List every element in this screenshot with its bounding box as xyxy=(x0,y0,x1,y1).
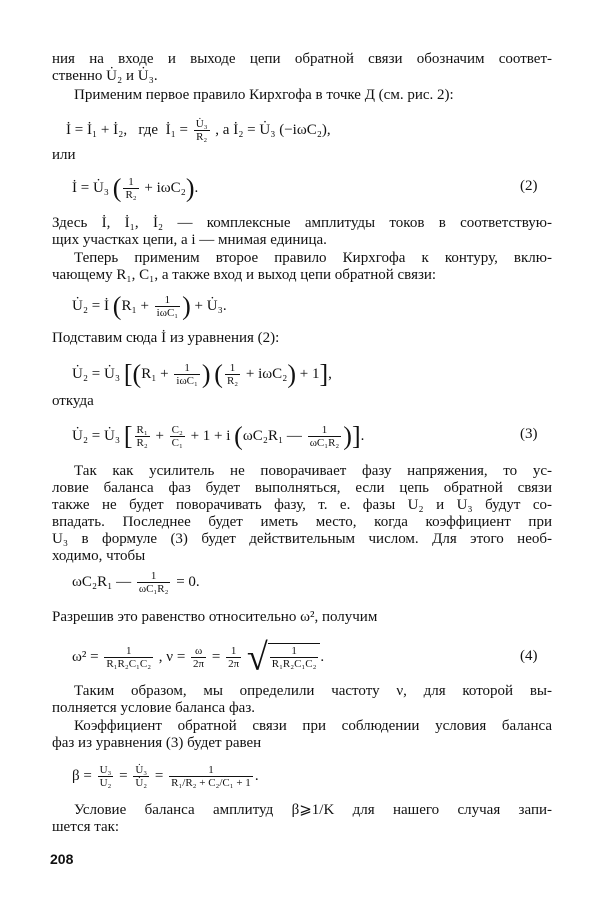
eq-part: где xyxy=(138,121,159,138)
denominator: 2π xyxy=(193,658,205,670)
eq-part: = xyxy=(211,648,221,665)
denominator: R₂ xyxy=(136,437,148,449)
eq-part: + 1 xyxy=(299,365,320,382)
eq-part: = xyxy=(154,767,164,784)
numerator: 1 xyxy=(155,294,180,307)
eq-part: U̇₂ = İ xyxy=(72,297,110,314)
denominator: iωC₁ xyxy=(156,307,179,319)
numerator: U₃ xyxy=(99,764,112,776)
text-line: Условие баланса амплитуд β⩾1/K для нашего случая запи- xyxy=(74,802,552,818)
sqrt-sign: √ xyxy=(246,636,268,679)
eq-part: ωC₂R₁ — xyxy=(242,427,302,444)
text-line: Так как усилитель не поворачивает фазу напряжения, то ус- xyxy=(74,463,552,479)
text-line: впадать. Последнее будет иметь место, когда коэффициент при xyxy=(52,514,552,530)
fraction xyxy=(226,645,241,670)
numerator: 1 xyxy=(169,764,253,777)
numerator: 1 xyxy=(308,424,342,437)
eq-part: ω² = xyxy=(72,648,99,665)
eq-part: = 0. xyxy=(176,573,200,590)
numerator: U̇₃ xyxy=(195,118,208,130)
text-line: полняется условие баланса фаз. xyxy=(52,700,255,716)
denominator: 2π xyxy=(228,658,240,670)
fraction xyxy=(135,424,150,449)
text-line: Подставим сюда İ из уравнения (2): xyxy=(52,330,280,346)
equation-6 xyxy=(72,570,200,595)
eq-part: . xyxy=(254,767,259,784)
equation-3: U̇₂ = İ (R₁ + $\frac{1}{\text{iωC₁}}$ ) + U̇₃. xyxy=(72,291,227,321)
eq-part: R₁ + xyxy=(141,365,169,382)
text-line: ходимо, чтобы xyxy=(52,548,146,564)
numerator: 1 xyxy=(104,645,153,658)
fraction xyxy=(123,176,138,201)
fraction xyxy=(137,570,171,595)
denominator: R₁R₂C₁C₂ xyxy=(271,658,317,670)
eq-part: + xyxy=(155,427,164,444)
fraction xyxy=(104,645,153,670)
numerator: R₁ xyxy=(136,424,148,436)
equation-2: İ = U̇₃ ( $\frac{1}{\text{R₂}}$ + iωC₂). xyxy=(72,173,199,203)
fraction xyxy=(225,362,240,387)
text-line: чающему R₁, C₁, а также вход и выход цепи обратной связи: xyxy=(52,267,437,283)
eq-part: = xyxy=(119,767,128,784)
equation-7 xyxy=(72,636,325,679)
eq-part: U̇₂ = U̇₃ xyxy=(72,427,121,444)
fraction xyxy=(174,362,199,387)
page-number: 208 xyxy=(50,851,74,867)
fraction xyxy=(155,294,180,319)
text-line: щих участках цепи, а i — мнимая единица. xyxy=(52,232,327,248)
eq-part: + U̇₃. xyxy=(194,297,227,314)
eq-part: U̇₂ = U̇₃ xyxy=(72,365,121,382)
text-line: ловие баланса фаз будет выполняться, если цепь обратной связи xyxy=(52,480,552,496)
denominator: ωC₁R₂ xyxy=(309,437,340,449)
eq-part: ωC₂R₁ — xyxy=(72,573,132,590)
equation-label: (4) xyxy=(520,648,538,664)
eq-part: β = xyxy=(72,767,92,784)
numerator: 1 xyxy=(123,176,138,189)
text-line: фаз из уравнения (3) будет равен xyxy=(52,735,262,751)
denominator: ωC₁R₂ xyxy=(138,583,169,595)
eq-part: , а İ₂ = U̇₃ (−iωC₂), xyxy=(215,121,331,138)
fraction xyxy=(194,118,210,143)
text-line: ственно U̇₂ и U̇₃. xyxy=(52,68,158,84)
text-line: Разрешив это равенство относительно ω², получим xyxy=(52,609,378,625)
fraction xyxy=(170,424,185,449)
radicand xyxy=(268,643,321,670)
eq-part: İ = U̇₃ xyxy=(72,179,110,196)
equation-label: (3) xyxy=(520,426,538,442)
numerator: 1 xyxy=(137,570,171,583)
denominator: R₂ xyxy=(125,189,137,201)
denominator: R₂ xyxy=(226,375,239,387)
denominator: U₂ xyxy=(99,777,112,789)
denominator: R₁R₂C₁C₂ xyxy=(106,658,152,670)
equation-5: U̇₂ = U̇₃ [ $\frac{\text{R₁}}{\text{R₂}}$ + $\frac{\text{C₂}}{\text{C₁}}$ + 1 + i (ωC₂R₁ — $\frac{1}{\text{ωC₁R₂}}$ )]. xyxy=(72,421,365,451)
fraction xyxy=(169,764,253,789)
denominator: iωC₁ xyxy=(176,375,198,387)
eq-part: İ = İ₁ + İ₂, xyxy=(66,121,128,138)
fraction xyxy=(133,764,149,789)
eq-part: + iωC₂ xyxy=(245,365,288,382)
denominator: R₂ xyxy=(196,131,208,143)
equation-4: U̇₂ = U̇₃ [(R₁ + $\frac{1}{\text{iωC₁}}$ ) ( $\frac{1}{\text{R₂}}$ + iωC₂) + 1], xyxy=(72,359,332,389)
text-line: Таким образом, мы определили частоту ν, для которой вы- xyxy=(74,683,552,699)
text-line: ния на входе и выходе цепи обратной связи обозначим соответ- xyxy=(52,51,552,67)
fraction xyxy=(98,764,114,789)
numerator: C₂ xyxy=(171,424,183,436)
text-line: откуда xyxy=(52,393,94,409)
numerator: 1 xyxy=(270,645,319,658)
text-line: шется так: xyxy=(52,819,120,835)
text-line: или xyxy=(52,147,76,163)
eq-part: İ₁ = xyxy=(165,121,189,138)
eq-part: R₁ + xyxy=(121,297,149,314)
eq-part: . xyxy=(360,427,365,444)
equation-8 xyxy=(72,764,259,789)
numerator: 1 xyxy=(225,362,240,375)
numerator: U̇₃ xyxy=(135,764,148,776)
text-line: Коэффициент обратной связи при соблюдении условия баланса xyxy=(74,718,552,734)
eq-part: , xyxy=(328,365,332,382)
text-line: Теперь применим второе правило Кирхгофа к контуру, вклю- xyxy=(74,250,552,266)
numerator: 1 xyxy=(226,645,241,658)
numerator: ω xyxy=(191,645,206,658)
text-line: Здесь İ, İ₁, İ₂ — комплексные амплитуды токов в соответствую- xyxy=(52,215,552,231)
text-line: U₃ в формуле (3) будет действительным числом. Для этого необ- xyxy=(52,531,552,547)
denominator: R₁/R₂ + C₂/C₁ + 1 xyxy=(171,777,251,789)
eq-part: , ν = xyxy=(158,648,186,665)
eq-part: . xyxy=(320,648,325,665)
denominator: C₁ xyxy=(171,437,183,449)
equation-label: (2) xyxy=(520,178,538,194)
text-line: также не будет поворачивать фазу, т. е. фазы U₂ и U₃ будут со- xyxy=(52,497,552,513)
fraction xyxy=(191,645,206,670)
fraction xyxy=(308,424,342,449)
fraction xyxy=(270,645,319,670)
equation-1 xyxy=(66,118,331,143)
numerator: 1 xyxy=(174,362,199,375)
text-line: Применим первое правило Кирхгофа в точке Д (см. рис. 2): xyxy=(74,87,454,103)
denominator: U̇₂ xyxy=(135,777,148,789)
eq-part: + iωC₂ xyxy=(144,179,186,196)
eq-part: + 1 + i xyxy=(190,427,231,444)
